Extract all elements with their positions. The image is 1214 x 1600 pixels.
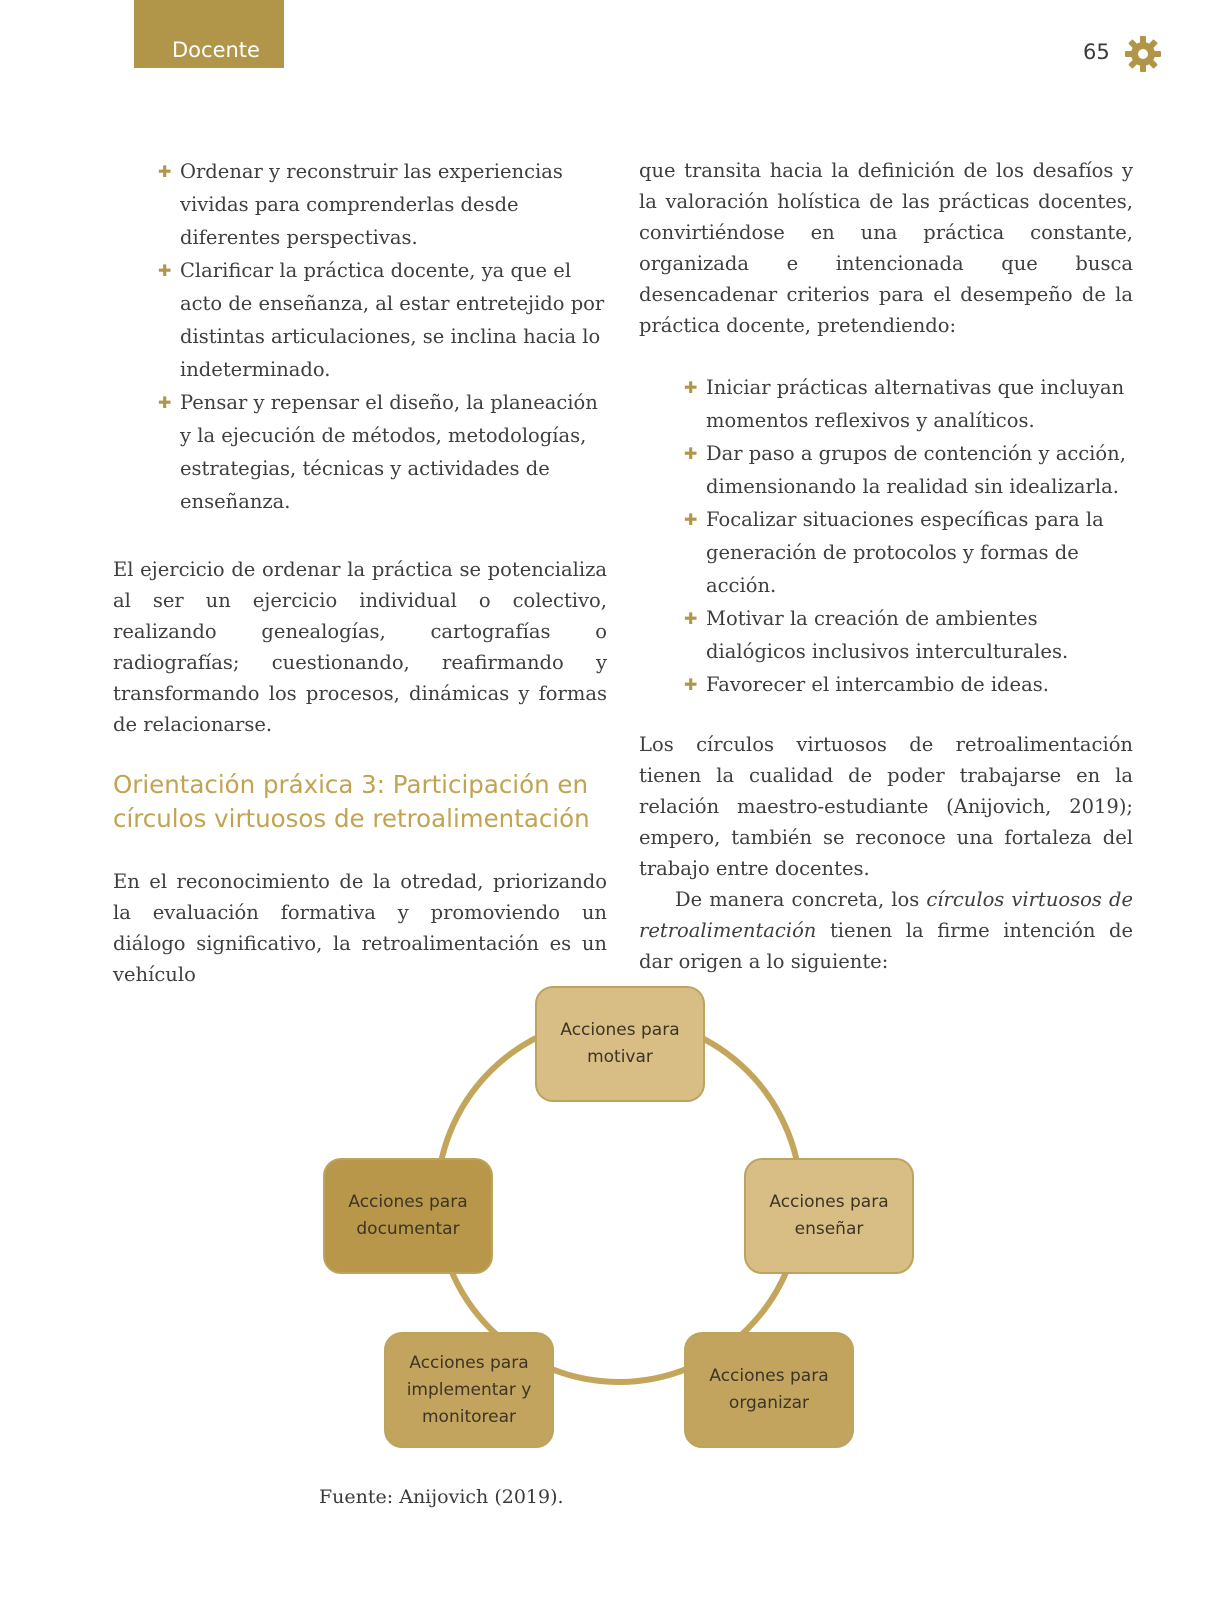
list-item: ✚ Clarificar la práctica docente, ya que el acto de enseñanza, al estar entretejido por distintas articulaciones, se inclina hacia lo indeterminado. bbox=[158, 254, 607, 386]
left-column bbox=[113, 155, 607, 990]
figure-caption: Fuente: Anijovich (2019). bbox=[319, 1486, 564, 1508]
node-implementar-monitorear: Acciones para implementar y monitorear bbox=[384, 1332, 554, 1448]
list-item: ✚ Pensar y repensar el diseño, la planeación y la ejecución de métodos, metodologías, estrategias, técnicas y actividades de enseñanza. bbox=[158, 386, 607, 518]
right-bullet-list bbox=[684, 371, 1133, 701]
page-number: 65 bbox=[1083, 40, 1110, 64]
body-paragraph: De manera concreta, los círculos virtuosos de retroalimentación tienen la firme intención de dar origen a lo siguiente: bbox=[639, 888, 1133, 973]
list-item: ✚ Focalizar situaciones específicas para la generación de protocolos y formas de acción. bbox=[684, 503, 1133, 602]
left-bullet-list bbox=[158, 155, 607, 518]
italic-term: círculos virtuosos de retroalimentación bbox=[639, 888, 1133, 942]
bullet-icon: ✚ bbox=[684, 675, 698, 694]
bullet-icon: ✚ bbox=[684, 609, 698, 628]
bullet-icon: ✚ bbox=[158, 162, 172, 181]
body-paragraph: que transita hacia la definición de los desafíos y la valoración holística de las prácticas docentes, convirtiéndose en una práctica constante, organizada e intencionada que busca desencadenar criterios para el desempeño de la práctica docente, pretendiendo: bbox=[639, 159, 1133, 337]
bullet-icon: ✚ bbox=[684, 444, 698, 463]
body-paragraph: En el reconocimiento de la otredad, priorizando la evaluación formativa y promoviendo un diálogo significativo, la retroalimentación es un vehículo bbox=[113, 870, 607, 986]
list-item: ✚ Ordenar y reconstruir las experiencias vividas para comprenderlas desde diferentes perspectivas. bbox=[158, 155, 607, 254]
list-item: ✚ Dar paso a grupos de contención y acción, dimensionando la realidad sin idealizarla. bbox=[684, 437, 1133, 503]
node-ensenar: Acciones para enseñar bbox=[744, 1158, 914, 1274]
node-documentar: Acciones para documentar bbox=[323, 1158, 493, 1274]
right-column bbox=[639, 155, 1133, 977]
body-paragraph: El ejercicio de ordenar la práctica se potencializa al ser un ejercicio individual o colectivo, realizando genealogías, cartografías o radiografías; cuestionando, reafirmando y transformando los procesos, dinámicas y formas de relacionarse. bbox=[113, 558, 607, 736]
list-item: ✚ Favorecer el intercambio de ideas. bbox=[684, 668, 1133, 701]
node-motivar: Acciones para motivar bbox=[535, 986, 705, 1102]
bullet-icon: ✚ bbox=[158, 261, 172, 280]
bullet-icon: ✚ bbox=[684, 378, 698, 397]
section-tab-label: Docente bbox=[172, 38, 260, 62]
body-paragraph: Los círculos virtuosos de retroalimentación tienen la cualidad de poder trabajarse en la relación maestro-estudiante (Anijovich, 2019); empero, también se reconoce una fortaleza del trabajo entre docentes. bbox=[639, 733, 1133, 880]
gear-icon bbox=[1123, 34, 1163, 74]
section-tab bbox=[134, 0, 284, 68]
bullet-icon: ✚ bbox=[684, 510, 698, 529]
list-item: ✚ Iniciar prácticas alternativas que incluyan momentos reflexivos y analíticos. bbox=[684, 371, 1133, 437]
node-organizar: Acciones para organizar bbox=[684, 1332, 854, 1448]
section-title: Orientación práxica 3: Participación en círculos virtuosos de retroalimentación bbox=[113, 770, 590, 833]
feedback-cycle-diagram bbox=[0, 980, 1214, 1480]
bullet-icon: ✚ bbox=[158, 393, 172, 412]
list-item: ✚ Motivar la creación de ambientes dialógicos inclusivos interculturales. bbox=[684, 602, 1133, 668]
